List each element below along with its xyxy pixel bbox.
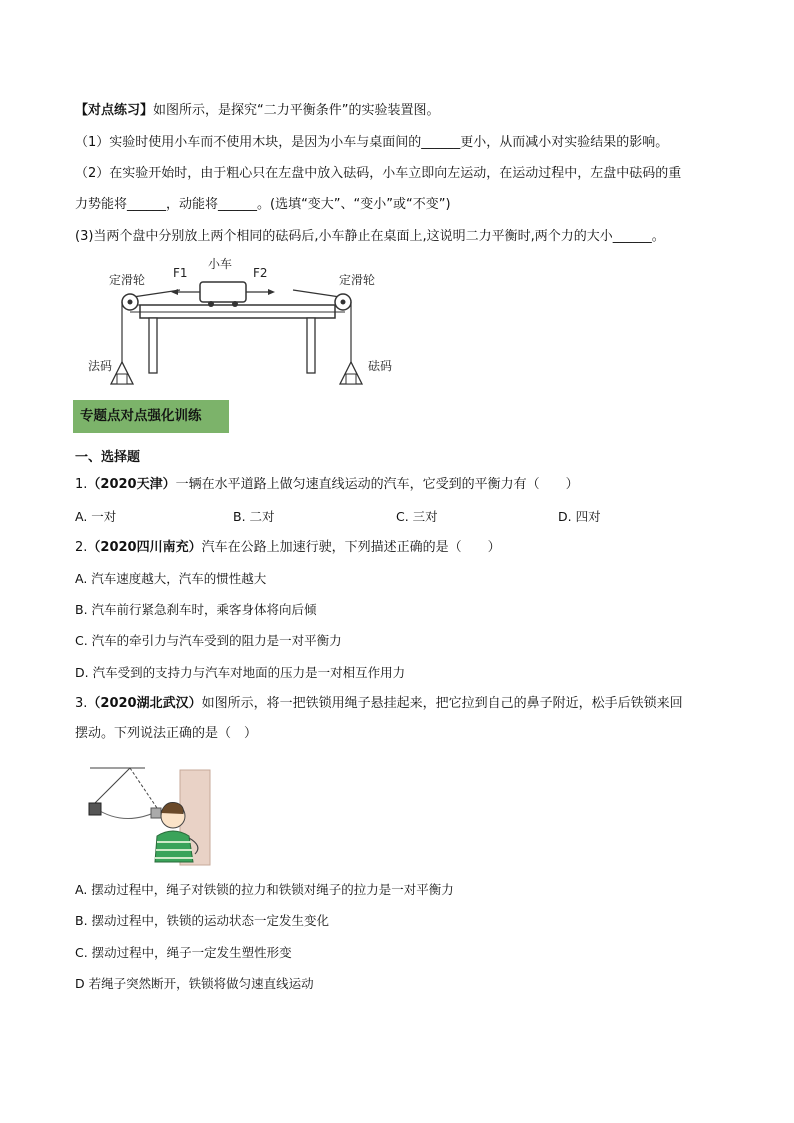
question-1-num: 1. (75, 477, 88, 492)
practice-q2-line2: 力势能将______，动能将______。(选填“变大”、“变小”或“不变”) (75, 197, 451, 212)
question-3-num: 3. (75, 696, 88, 711)
question-2-text: 汽车在公路上加速行驶，下列描述正确的是（ ） (201, 540, 501, 555)
question-3-text: 如图所示，将一把铁锁用绳子悬挂起来，把它拉到自己的鼻子附近，松手后铁锁来回 (201, 696, 683, 711)
question-2-num: 2. (75, 540, 88, 555)
question-3-option-a: A. 摆动过程中，绳子对铁锁的拉力和铁锁对绳子的拉力是一对平衡力 (75, 882, 454, 897)
question-2-source: （2020四川南充） (87, 540, 202, 555)
question-1-option-c: C. 三对 (396, 509, 438, 524)
question-1-text: 一辆在水平道路上做匀速直线运动的汽车，它受到的平衡力有（ ） (175, 477, 579, 492)
question-3-option-d: D 若绳子突然断开，铁锁将做匀速直线运动 (75, 976, 314, 991)
practice-q3: (3)当两个盘中分别放上两个相同的砝码后,小车静止在桌面上,这说明二力平衡时,两个力的大小______。 (75, 229, 665, 244)
question-1-option-d: D. 四对 (558, 509, 601, 524)
question-2 (75, 540, 501, 556)
right-weight-label: 砝码 (368, 359, 393, 373)
question-3-source: （2020湖北武汉） (87, 696, 202, 711)
experiment-diagram (85, 250, 415, 395)
section-heading: 一、选择题 (75, 450, 141, 465)
table-leg-right (307, 318, 315, 373)
left-weight-label: 法码 (88, 359, 113, 373)
f2-label: F2 (253, 266, 268, 280)
question-2-option-b: B. 汽车前行紧急刹车时，乘客身体将向后倾 (75, 602, 317, 617)
right-pulley-label: 定滑轮 (339, 273, 376, 287)
question-2-option-a: A. 汽车速度越大，汽车的惯性越大 (75, 571, 267, 586)
question-1-option-a: A. 一对 (75, 509, 117, 524)
pendulum-illustration (85, 758, 215, 866)
car-icon (200, 282, 246, 302)
practice-tag: 【对点练习】 (75, 103, 154, 118)
practice-q1: （1）实验时使用小车而不使用木块，是因为小车与桌面间的______更小，从而减小对实验结果的影响。 (75, 135, 669, 150)
left-pulley-label: 定滑轮 (109, 273, 146, 287)
question-2-option-c: C. 汽车的牵引力与汽车受到的阻力是一对平衡力 (75, 633, 342, 648)
question-3-text-line2: 摆动。下列说法正确的是（ ） (75, 726, 258, 741)
practice-intro-text: 如图所示，是探究“二力平衡条件”的实验装置图。 (153, 103, 440, 118)
practice-intro (75, 103, 440, 119)
question-1-option-b: B. 二对 (233, 509, 275, 524)
section-banner: 专题点对点强化训练 (73, 400, 229, 433)
question-1-source: （2020天津） (87, 477, 176, 492)
car-label: 小车 (208, 257, 233, 271)
question-3-option-c: C. 摆动过程中，绳子一定发生塑性形变 (75, 945, 292, 960)
question-1 (75, 477, 579, 493)
question-2-option-d: D. 汽车受到的支持力与汽车对地面的压力是一对相互作用力 (75, 665, 406, 680)
question-3 (75, 696, 683, 712)
practice-q2-line1: （2）在实验开始时，由于粗心只在左盘中放入砝码，小车立即向左运动，在运动过程中，左盘中砝码的重 (75, 166, 682, 181)
lock-icon (89, 803, 101, 815)
table-leg-left (149, 318, 157, 373)
question-3-option-b: B. 摆动过程中，铁锁的运动状态一定发生变化 (75, 913, 330, 928)
f1-label: F1 (173, 266, 188, 280)
